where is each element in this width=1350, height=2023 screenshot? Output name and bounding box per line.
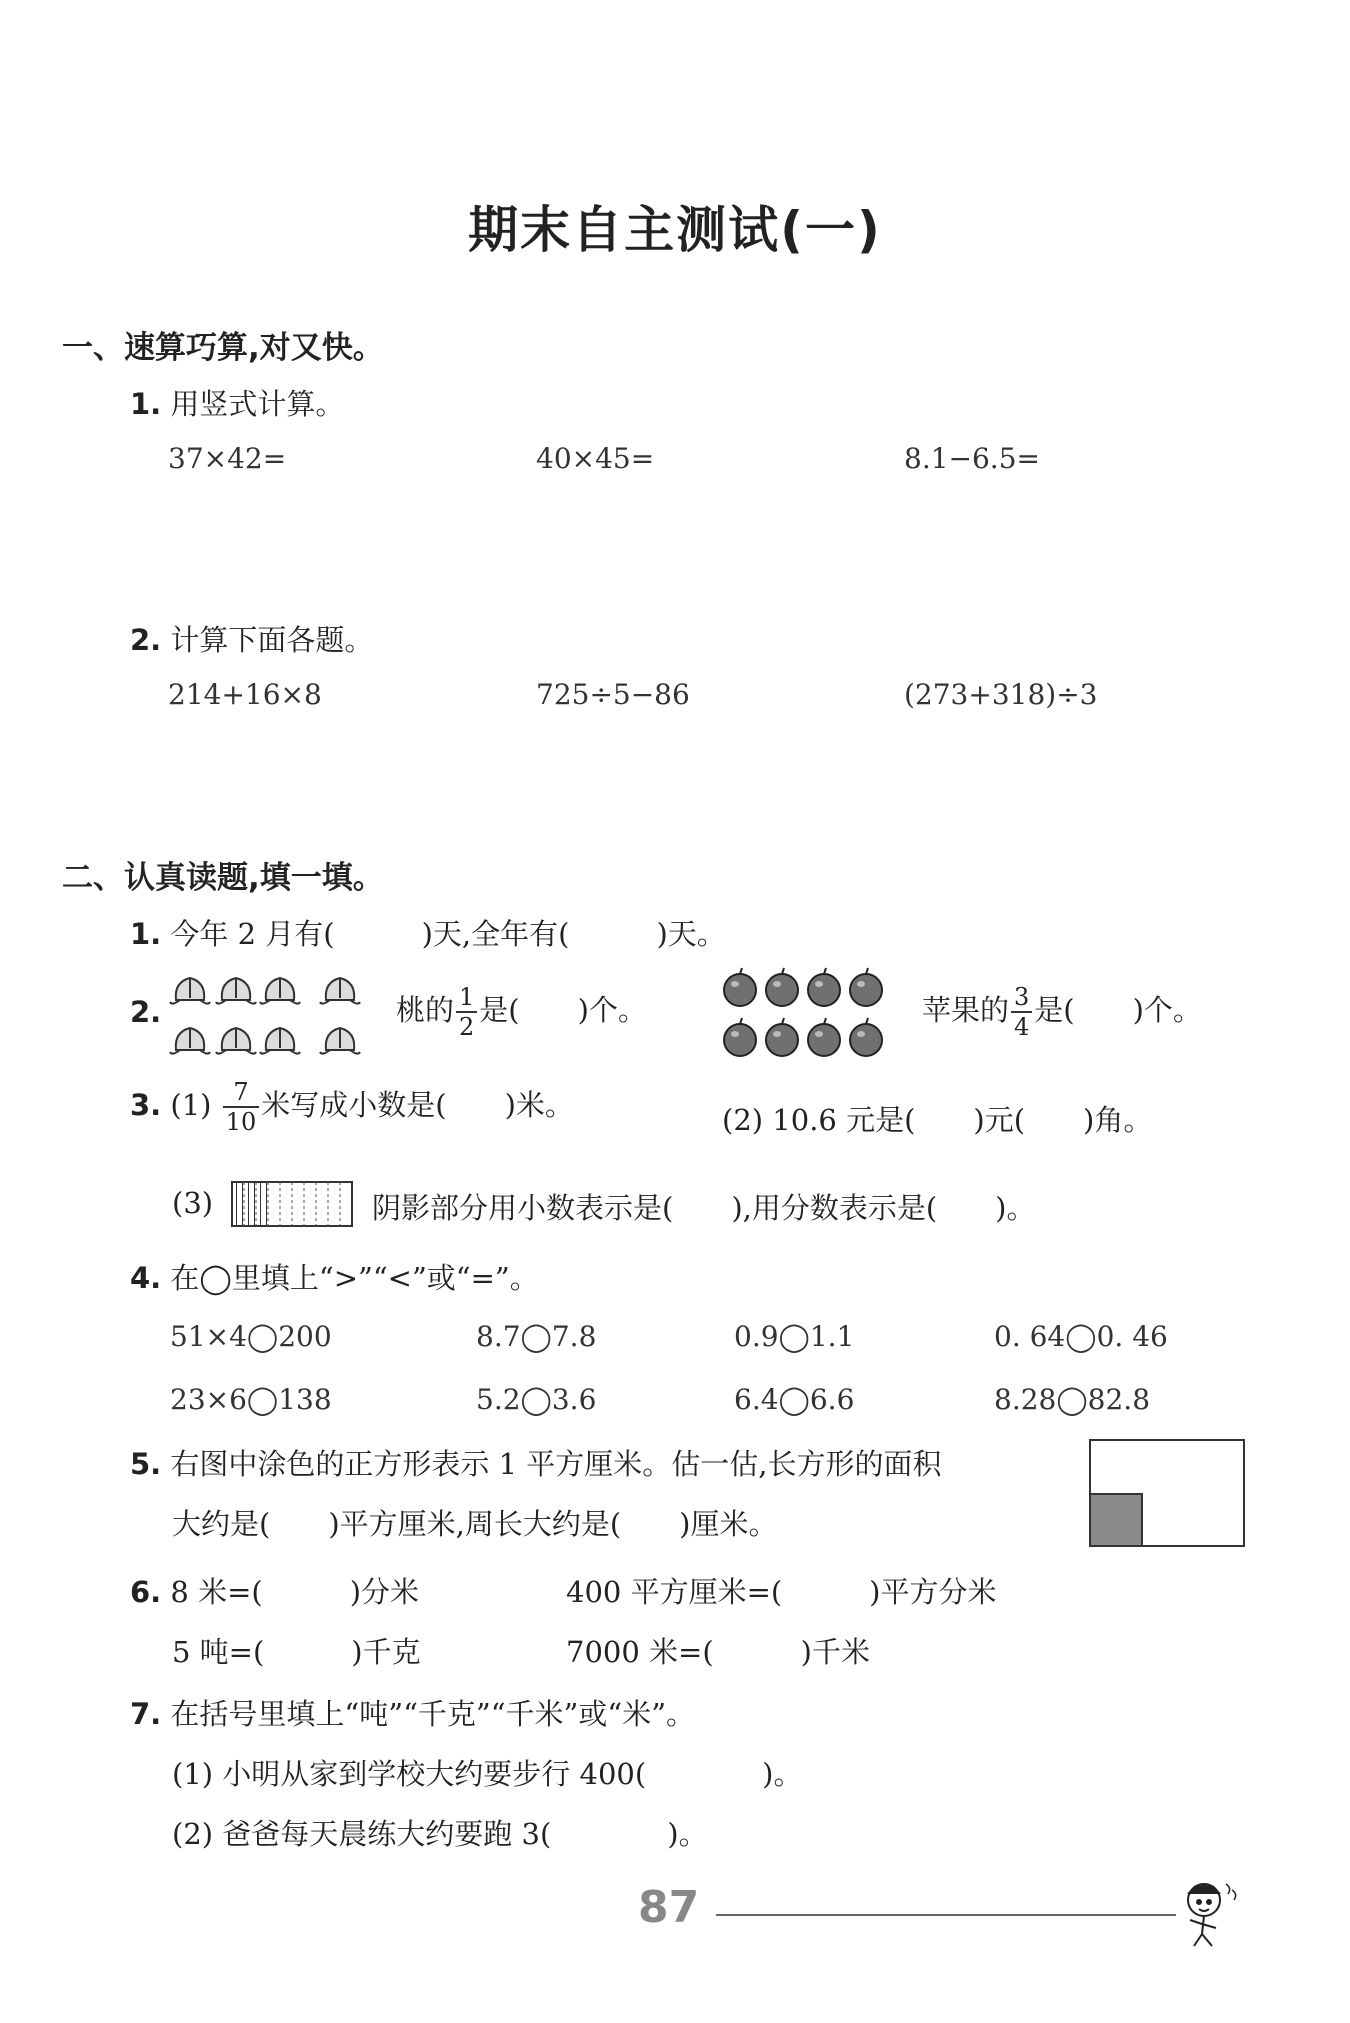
- decimal-strip-diagram: [230, 1180, 354, 1228]
- question-text: 今年 2 月有( )天,全年有( )天。: [170, 917, 726, 951]
- compare-item: 8.28◯82.8: [994, 1383, 1151, 1416]
- page-number: 87: [638, 1882, 700, 1933]
- s1q2-item-1: 214+16×8: [168, 678, 322, 711]
- peach-text-pre: 桃的: [396, 993, 455, 1027]
- s2-question-5-line-2: 大约是( )平方厘米,周长大约是( )厘米。: [172, 1507, 778, 1541]
- apple-icon: [724, 1018, 756, 1056]
- apple-fraction: [1011, 985, 1032, 1039]
- mascot-icon: [1172, 1872, 1252, 1952]
- compare-item: 0. 64◯0. 46: [994, 1320, 1168, 1353]
- conversion-b: 400 平方厘米=( )平方分米: [566, 1575, 997, 1609]
- peach-icon: [216, 978, 256, 1004]
- question-text: 计算下面各题。: [170, 623, 374, 657]
- conversion-c: 5 吨=( )千克: [172, 1635, 421, 1669]
- apple-text-post: 是( )个。: [1034, 993, 1202, 1027]
- fraction-denominator: 2: [459, 1013, 475, 1041]
- apple-text-pre: 苹果的: [922, 993, 1010, 1027]
- question-text: 在括号里填上“吨”“千克”“千米”或“米”。: [170, 1697, 696, 1731]
- s2-question-3-part-2: (2) 10.6 元是( )元( )角。: [722, 1103, 1153, 1137]
- apple-icon: [766, 1018, 798, 1056]
- fraction-numerator: 1: [456, 985, 477, 1013]
- question-text: 在◯里填上“>”“<”或“=”。: [170, 1261, 539, 1295]
- s2-question-3-part-1: [130, 1080, 574, 1134]
- peach-icon: [216, 1028, 256, 1054]
- apple-icon: [766, 968, 798, 1006]
- s2-question-6-row-1: [130, 1570, 419, 1611]
- peach-text-post: 是( )个。: [479, 993, 647, 1027]
- s2-question-7: [130, 1692, 695, 1733]
- peach-icon: [260, 1028, 300, 1054]
- part-label: (1): [170, 1088, 212, 1122]
- peach-icon-group: [168, 966, 368, 1066]
- fraction-denominator: 4: [1014, 1013, 1030, 1041]
- apple-icon: [850, 968, 882, 1006]
- page-title: 期末自主测试(一): [468, 201, 882, 259]
- compare-item: 23×6◯138: [170, 1383, 332, 1416]
- s2q7-part-1: (1) 小明从家到学校大约要步行 400( )。: [172, 1757, 803, 1791]
- conversion-d: 7000 米=( )千米: [566, 1635, 870, 1669]
- fraction-denominator: 10: [225, 1108, 257, 1136]
- question-number: 1.: [130, 917, 162, 951]
- s1q1-item-3: 8.1−6.5=: [904, 442, 1040, 475]
- s1-question-2: [130, 618, 373, 659]
- footer-rule: [716, 1914, 1176, 1916]
- peach-fraction: [456, 985, 477, 1039]
- s2-question-5: [130, 1442, 942, 1483]
- compare-item: 0.9◯1.1: [734, 1320, 855, 1353]
- s2-question-4: [130, 1256, 539, 1297]
- compare-item: 6.4◯6.6: [734, 1383, 855, 1416]
- question-number: 2.: [130, 995, 162, 1029]
- s1q1-item-1: 37×42=: [168, 442, 287, 475]
- question-number: 5.: [130, 1447, 162, 1481]
- compare-item: 51×4◯200: [170, 1320, 332, 1353]
- question-number: 1.: [130, 387, 162, 421]
- s1q2-item-3: (273+318)÷3: [904, 678, 1098, 711]
- rectangle-area-diagram: [1088, 1438, 1248, 1550]
- peach-icon: [260, 978, 300, 1004]
- peach-icon: [320, 978, 360, 1004]
- section-2-heading: 二、认真读题,填一填。: [62, 860, 384, 896]
- question-number: 6.: [130, 1575, 162, 1609]
- s2-question-3-part-3-text: 阴影部分用小数表示是( ),用分数表示是( )。: [372, 1191, 1036, 1225]
- apple-icon: [724, 968, 756, 1006]
- question-text: 用竖式计算。: [170, 387, 345, 421]
- s2q7-part-2: (2) 爸爸每天晨练大约要跑 3( )。: [172, 1817, 708, 1851]
- question-number: 4.: [130, 1261, 162, 1295]
- question-number: 2.: [130, 623, 162, 657]
- meter-fraction: [223, 1080, 260, 1134]
- s2-question-2-number: [130, 995, 161, 1029]
- s2-question-1: [130, 912, 726, 953]
- apple-icon-group: [718, 966, 894, 1066]
- question-number: 3.: [130, 1088, 162, 1122]
- section-1-heading: 一、速算巧算,对又快。: [62, 330, 384, 366]
- part-1-text: 米写成小数是( )米。: [261, 1088, 574, 1122]
- conversion-a: 8 米=( )分米: [170, 1575, 420, 1609]
- question-number: 7.: [130, 1697, 162, 1731]
- s1q2-item-2: 725÷5−86: [536, 678, 690, 711]
- fraction-numerator: 7: [223, 1080, 260, 1108]
- apple-question: [922, 985, 1202, 1039]
- apple-icon: [808, 968, 840, 1006]
- apple-icon: [850, 1018, 882, 1056]
- peach-icon: [170, 1028, 210, 1054]
- peach-icon: [170, 978, 210, 1004]
- apple-icon: [808, 1018, 840, 1056]
- peach-question: [396, 985, 647, 1039]
- s1-question-1: [130, 382, 344, 423]
- s2-question-3-part-3-label: (3): [172, 1186, 214, 1220]
- question-text-line-1: 右图中涂色的正方形表示 1 平方厘米。估一估,长方形的面积: [170, 1447, 942, 1481]
- fraction-numerator: 3: [1011, 985, 1032, 1013]
- compare-item: 5.2◯3.6: [476, 1383, 597, 1416]
- compare-item: 8.7◯7.8: [476, 1320, 597, 1353]
- peach-icon: [320, 1028, 360, 1054]
- s1q1-item-2: 40×45=: [536, 442, 655, 475]
